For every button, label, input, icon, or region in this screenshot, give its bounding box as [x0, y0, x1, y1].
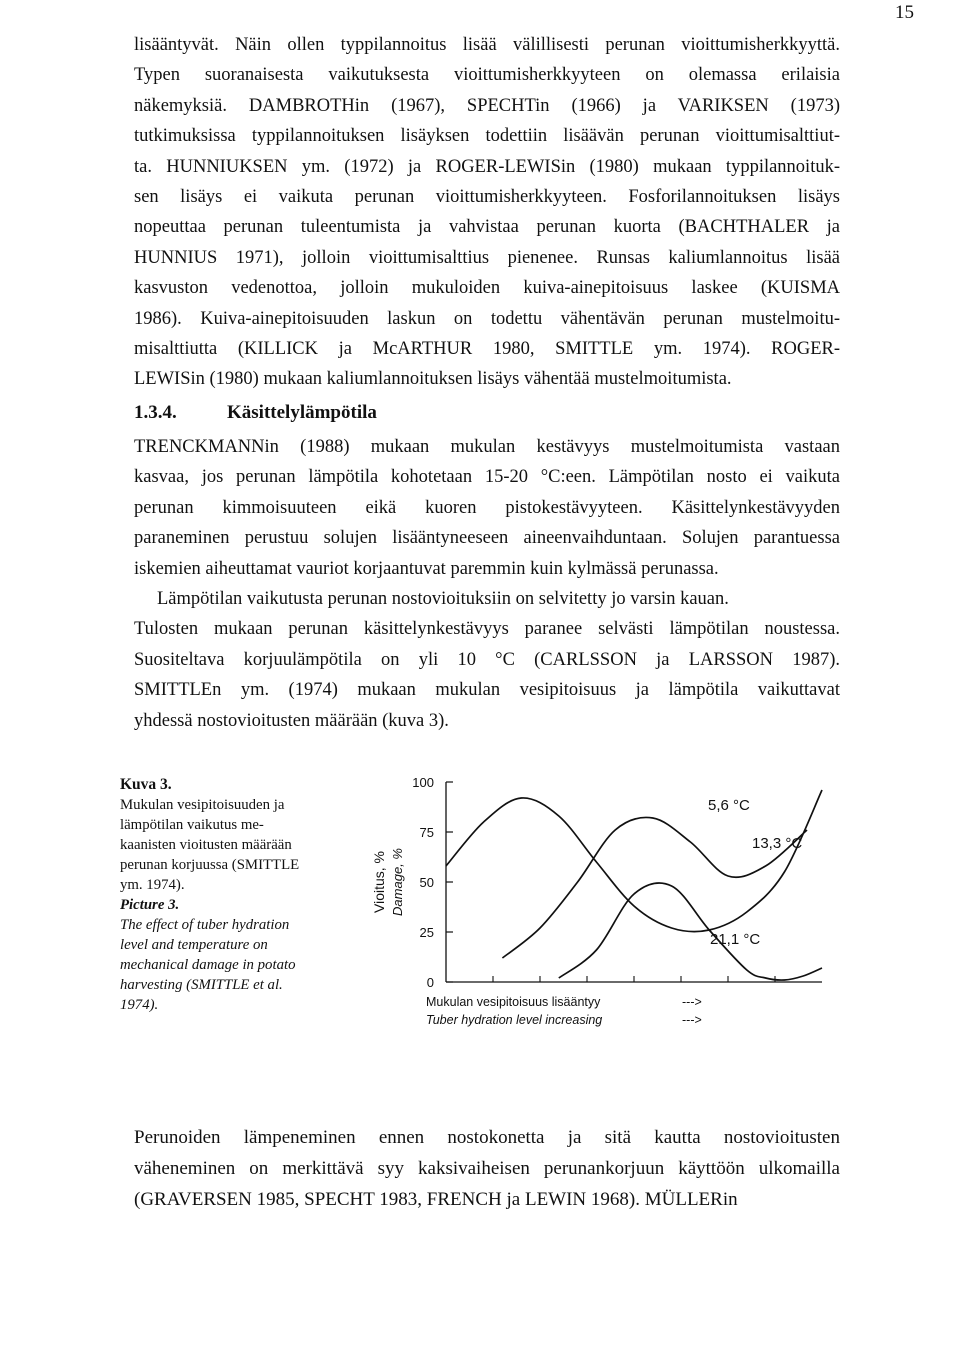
caption-line: perunan korjuussa (SMITTLE: [120, 857, 300, 873]
x-axis-label: Mukulan vesipitoisuus lisääntyy: [426, 995, 601, 1009]
y-axis-label: Vioitus, %: [371, 851, 387, 913]
caption-line: lämpötilan vaikutus me-: [120, 817, 264, 833]
text-line: [134, 584, 840, 614]
section-title: Käsittelylämpötila: [227, 402, 377, 423]
text-line: Tulosten mukaan perunan käsittelynkestävyys paranee selvästi lämpötilan noustessa.: [134, 619, 840, 640]
text-line: näkemyksiä. DAMBROTHin (1967), SPECHTin (1966) ja VARIKSEN (1973): [134, 95, 840, 116]
chart-labels: [371, 797, 802, 1027]
text-line: tutkimuksissa typpilannoituksen lisäyksen todettiin lisäävän perunan vioittumisalttiut-: [134, 126, 840, 147]
text-line: väheneminen on merkittävä syy kaksivaiheisen perunankorjuun käyttöön ulkomailla: [134, 1158, 840, 1179]
caption-en-line: The effect of tuber hydration: [120, 917, 290, 933]
text-line: sen lisäys ei vaikuta perunan vioittumisherkkyyteen. Fosforilannoituksen lisäys: [134, 187, 840, 208]
text-line: 1986). Kuiva-ainepitoisuuden laskun on todettu vähentävän perunan mustelmoitu-: [134, 308, 840, 329]
text-line: HUNNIUS 1971), jolloin vioittumisalttius pienenee. Runsas kaliumlannoitus lisää: [134, 247, 840, 268]
text-line: kasvuston vedenottoa, jolloin mukuloiden kuiva-ainepitoisuus laskee (KUISMA: [134, 278, 840, 299]
section-heading: [134, 402, 377, 424]
caption-line: Mukulan vesipitoisuuden ja: [120, 797, 285, 813]
caption-en-title: Picture 3.: [120, 897, 180, 913]
caption-title: Kuva 3.: [120, 776, 172, 793]
damage-chart: [350, 768, 850, 1038]
y-tick-label: 100: [412, 775, 434, 790]
y-tick-label: 50: [419, 875, 434, 890]
text-line: iskemien aiheuttamat vauriot korjaantuvat paremmin kuin kylmässä perunassa.: [134, 558, 719, 579]
y-tick-label: 25: [419, 925, 434, 940]
section-number: 1.3.4.: [134, 402, 177, 423]
text-line: Perunoiden lämpeneminen ennen nostokonetta ja sitä kautta nostovioitusten: [134, 1127, 840, 1148]
series-line-5-6c: [446, 790, 822, 932]
series-label-21-1c: 21,1 °C: [710, 931, 761, 948]
bottom-paragraph: [134, 1122, 840, 1215]
text-line: yhdessä nostovioitusten määrään (kuva 3).: [134, 710, 449, 731]
y-tick-label: 75: [419, 825, 434, 840]
text-line: lisääntyvät. Näin ollen typpilannoitus lisää välillisesti perunan vioittumisherkkyyttä.: [134, 35, 840, 55]
caption-en-line: harvesting (SMITTLE et al.: [120, 977, 283, 993]
text-line: paraneminen perustuu solujen lisääntyneeseen aineenvaihduntaan. Solujen parantuessa: [134, 528, 840, 549]
text-line: nopeuttaa perunan tuleentumista ja vahvistaa perunan kuorta (BACHTHALER ja: [134, 217, 840, 238]
x-axis-label-arrow: --->: [682, 995, 702, 1009]
x-axis-label-en-arrow: --->: [682, 1013, 702, 1027]
caption-en-line: 1974).: [120, 997, 159, 1013]
figure-caption: [120, 775, 340, 1015]
intro-paragraph: [134, 30, 840, 395]
section-paragraph: [134, 432, 840, 736]
series-label-13-3c: 13,3 °C: [752, 835, 803, 852]
caption-line: kaanisten vioitusten määrään: [120, 837, 292, 853]
text-line: SMITTLEn ym. (1974) mukaan mukulan vesipitoisuus ja lämpötila vaikuttavat: [134, 680, 840, 701]
x-axis-label-en: Tuber hydration level increasing: [426, 1013, 603, 1027]
text-line-content: Lämpötilan vaikutusta perunan nostovioituksiin on selvitetty jo varsin kauan.: [157, 589, 729, 610]
chart-series: [446, 790, 822, 980]
caption-line: ym. 1974).: [120, 877, 185, 893]
page-number: 15: [895, 2, 914, 23]
caption-en-line: level and temperature on: [120, 937, 268, 953]
chart-axes: [446, 782, 822, 982]
text-line: kasvaa, jos perunan lämpötila kohotetaan 15-20 °C:een. Lämpötilan nosto ei vaikuta: [134, 467, 840, 488]
y-axis-label-en: Damage, %: [390, 848, 405, 916]
text-line: LEWISin (1980) mukaan kaliumlannoituksen lisäys vähentää mustelmoitumista.: [134, 369, 732, 390]
caption-en-line: mechanical damage in potato: [120, 957, 296, 973]
text-line: misalttiutta (KILLICK ja McARTHUR 1980, SMITTLE ym. 1974). ROGER-: [134, 339, 840, 360]
text-line: Suositeltava korjuulämpötila on yli 10 °C (CARLSSON ja LARSSON 1987).: [134, 649, 840, 670]
text-line: ta. HUNNIUKSEN ym. (1972) ja ROGER-LEWISin (1980) mukaan typpilannoituk-: [134, 156, 840, 177]
text-line: TRENCKMANNin (1988) mukaan mukulan kestävyys mustelmoitumista vastaan: [134, 437, 840, 457]
y-tick-label: 0: [426, 975, 434, 990]
text-line: perunan kimmoisuuteen eikä kuoren pistokestävyyteen. Käsittelynkestävyyden: [134, 497, 840, 518]
text-line: (GRAVERSEN 1985, SPECHT 1983, FRENCH ja LEWIN 1968). MÜLLERin: [134, 1189, 738, 1210]
text-line: Typen suoranaisesta vaikutuksesta vioittumisherkkyyteen on olemassa erilaisia: [134, 65, 840, 86]
series-label-5-6c: 5,6 °C: [708, 797, 750, 814]
